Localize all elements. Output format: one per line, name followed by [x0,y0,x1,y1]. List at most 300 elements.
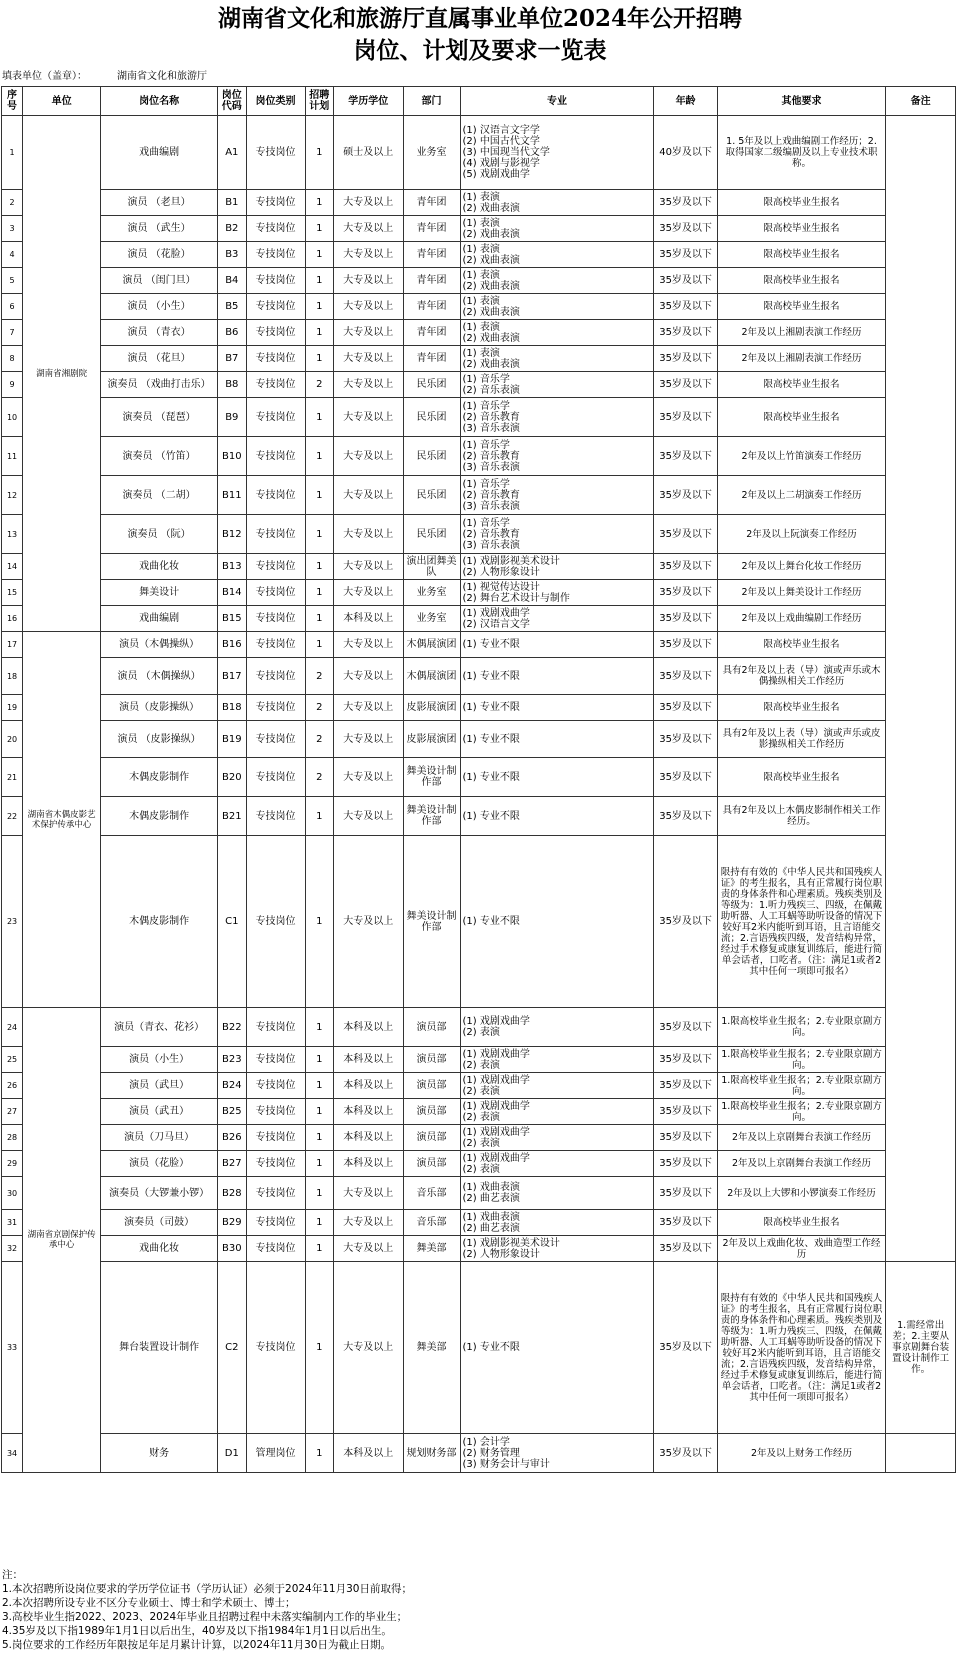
position-code: B7 [218,346,246,372]
other-requirements: 1.限高校毕业生报名；2.专业限京剧方向。 [717,1099,886,1125]
position-type: 专技岗位 [246,320,305,346]
major-item: (1) 表演 [462,243,500,255]
major-list [460,216,654,242]
other-requirements: 限高校毕业生报名 [717,398,886,437]
position-type: 专技岗位 [246,797,305,836]
education: 大专及以上 [334,580,404,606]
position-type: 专技岗位 [246,632,305,658]
major-list [460,721,654,758]
table-row [2,758,956,797]
department: 民乐团 [403,476,460,515]
department: 音乐部 [403,1210,460,1236]
education: 本科及以上 [334,1125,404,1151]
position-type: 专技岗位 [246,515,305,554]
position-name: 演员 （皮影操纵） [101,721,218,758]
row-number: 17 [2,632,23,658]
other-requirements: 1.限高校毕业生报名；2.专业限京剧方向。 [717,1073,886,1099]
major-item: (2) 戏曲表演 [462,358,520,370]
position-code: B11 [218,476,246,515]
major-item: (2) 音乐教育 [462,450,520,462]
major-list [460,1073,654,1099]
major-item: (2) 表演 [462,1163,500,1175]
major-item: (1) 戏剧影视美术设计 [462,555,560,567]
row-number: 5 [2,268,23,294]
major-list [460,1434,654,1473]
department: 舞美设计制作部 [403,836,460,1008]
major-item: (2) 财务管理 [462,1447,520,1459]
major-item: (1) 专业不限 [462,771,520,783]
position-name: 演员（花脸） [101,1151,218,1177]
row-number: 7 [2,320,23,346]
hiring-plan: 2 [305,372,333,398]
age-limit: 35岁及以下 [654,836,717,1008]
row-number: 3 [2,216,23,242]
position-code: B29 [218,1210,246,1236]
department: 演员部 [403,1125,460,1151]
position-type: 专技岗位 [246,695,305,721]
department: 青年团 [403,320,460,346]
position-type: 专技岗位 [246,476,305,515]
table-row [2,1008,956,1047]
major-item: (1) 戏剧戏曲学 [462,1074,530,1086]
education: 本科及以上 [334,1047,404,1073]
position-type: 专技岗位 [246,1073,305,1099]
major-item: (2) 戏曲表演 [462,306,520,318]
position-code: C1 [218,836,246,1008]
row-number: 8 [2,346,23,372]
other-requirements: 限高校毕业生报名 [717,758,886,797]
major-list [460,695,654,721]
header-dept: 部门 [403,87,460,116]
major-item: (2) 中国古代文学 [462,136,540,147]
position-type: 专技岗位 [246,836,305,1008]
row-number: 19 [2,695,23,721]
position-code: B24 [218,1073,246,1099]
department: 演员部 [403,1008,460,1047]
table-row [2,398,956,437]
major-list [460,1125,654,1151]
position-type: 管理岗位 [246,1434,305,1473]
department: 皮影展演团 [403,721,460,758]
table-row [2,797,956,836]
hiring-plan: 1 [305,1262,333,1434]
table-row [2,695,956,721]
other-requirements: 具有2年及以上木偶皮影制作相关工作经历。 [717,797,886,836]
other-requirements: 2年及以上京剧舞台表演工作经历 [717,1125,886,1151]
position-type: 专技岗位 [246,658,305,695]
footnotes [2,1568,412,1652]
department: 演员部 [403,1151,460,1177]
other-requirements: 2年及以上舞台化妆工作经历 [717,554,886,580]
position-code: B26 [218,1125,246,1151]
hiring-plan: 1 [305,580,333,606]
table-row [2,632,956,658]
position-type: 专技岗位 [246,216,305,242]
major-item: (1) 戏曲表演 [462,1211,520,1223]
hiring-plan: 1 [305,797,333,836]
education: 大专及以上 [334,320,404,346]
major-item: (1) 戏剧戏曲学 [462,1100,530,1112]
position-name: 演奏员（司鼓） [101,1210,218,1236]
position-name: 戏曲编剧 [101,606,218,632]
major-item: (1) 戏剧戏曲学 [462,1048,530,1060]
major-item: (1) 表演 [462,347,500,359]
row-number: 21 [2,758,23,797]
major-item: (1) 专业不限 [462,733,520,745]
other-requirements: 限高校毕业生报名 [717,695,886,721]
position-name: 舞美设计 [101,580,218,606]
age-limit: 35岁及以下 [654,1177,717,1210]
age-limit: 35岁及以下 [654,1434,717,1473]
table-row [2,658,956,695]
age-limit: 35岁及以下 [654,580,717,606]
major-item: (2) 戏曲表演 [462,332,520,344]
major-item: (1) 表演 [462,217,500,229]
age-limit: 35岁及以下 [654,1125,717,1151]
major-list [460,797,654,836]
row-number: 31 [2,1210,23,1236]
unit-name: 湖南省木偶皮影艺术保护传承中心 [23,632,101,1008]
hiring-plan: 1 [305,1099,333,1125]
age-limit: 35岁及以下 [654,695,717,721]
position-name: 演员 （木偶操纵） [101,658,218,695]
age-limit: 35岁及以下 [654,1236,717,1262]
other-requirements: 限高校毕业生报名 [717,294,886,320]
position-name: 演员 （老旦） [101,190,218,216]
row-number: 4 [2,242,23,268]
position-name: 演奏员 （二胡） [101,476,218,515]
position-code: B6 [218,320,246,346]
hiring-plan: 1 [305,1236,333,1262]
table-row [2,190,956,216]
row-number: 23 [2,836,23,1008]
department: 青年团 [403,294,460,320]
major-item: (3) 音乐表演 [462,461,520,473]
row-number: 25 [2,1047,23,1073]
other-requirements: 2年及以上湘剧表演工作经历 [717,320,886,346]
education: 大专及以上 [334,515,404,554]
department: 舞美设计制作部 [403,797,460,836]
position-name: 戏曲编剧 [101,116,218,190]
hiring-plan: 1 [305,398,333,437]
department: 规划财务部 [403,1434,460,1473]
major-item: (1) 戏剧戏曲学 [462,607,530,619]
major-item: (1) 专业不限 [462,916,520,927]
other-requirements: 限高校毕业生报名 [717,632,886,658]
age-limit: 35岁及以下 [654,758,717,797]
position-code: B2 [218,216,246,242]
age-limit: 35岁及以下 [654,476,717,515]
row-number: 28 [2,1125,23,1151]
row-number: 32 [2,1236,23,1262]
table-row [2,580,956,606]
major-item: (2) 戏曲表演 [462,280,520,292]
major-list [460,242,654,268]
department: 演员部 [403,1073,460,1099]
other-requirements: 具有2年及以上表（导）演或声乐或木偶操纵相关工作经历 [717,658,886,695]
major-item: (1) 音乐学 [462,400,510,412]
row-number: 34 [2,1434,23,1473]
row-number: 13 [2,515,23,554]
education: 本科及以上 [334,1073,404,1099]
department: 舞美部 [403,1262,460,1434]
footnote-line: 1.本次招聘所设岗位要求的学历学位证书（学历认证）必须于2024年11月30日前取得； [2,1583,412,1595]
department: 青年团 [403,268,460,294]
department: 青年团 [403,216,460,242]
department: 青年团 [403,190,460,216]
age-limit: 35岁及以下 [654,554,717,580]
position-type: 专技岗位 [246,758,305,797]
major-list [460,606,654,632]
department: 舞美设计制作部 [403,758,460,797]
footnote-line: 2.本次招聘所设专业不区分专业硕士、博士和学术硕士、博士； [2,1597,296,1609]
table-header-row [2,87,956,116]
major-list [460,116,654,190]
table-row [2,320,956,346]
recruitment-table [1,86,956,1473]
education: 大专及以上 [334,398,404,437]
major-list [460,1210,654,1236]
position-code: B13 [218,554,246,580]
education: 大专及以上 [334,1210,404,1236]
table-row [2,1125,956,1151]
hiring-plan: 1 [305,268,333,294]
major-list [460,268,654,294]
education: 大专及以上 [334,242,404,268]
position-code: C2 [218,1262,246,1434]
row-number: 20 [2,721,23,758]
department: 演员部 [403,1099,460,1125]
position-type: 专技岗位 [246,1236,305,1262]
education: 大专及以上 [334,268,404,294]
row-number: 11 [2,437,23,476]
major-item: (2) 音乐教育 [462,489,520,501]
table-row [2,1210,956,1236]
major-item: (1) 音乐学 [462,439,510,451]
row-number: 12 [2,476,23,515]
major-list [460,190,654,216]
row-number: 10 [2,398,23,437]
education: 大专及以上 [334,554,404,580]
position-code: B23 [218,1047,246,1073]
department: 青年团 [403,346,460,372]
hiring-plan: 1 [305,836,333,1008]
position-type: 专技岗位 [246,1151,305,1177]
position-type: 专技岗位 [246,190,305,216]
table-row [2,1177,956,1210]
major-item: (1) 专业不限 [462,702,520,713]
position-type: 专技岗位 [246,437,305,476]
major-item: (2) 表演 [462,1027,500,1038]
major-list [460,320,654,346]
other-requirements: 2年及以上京剧舞台表演工作经历 [717,1151,886,1177]
education: 大专及以上 [334,1177,404,1210]
table-row [2,116,956,190]
age-limit: 35岁及以下 [654,1099,717,1125]
position-type: 专技岗位 [246,372,305,398]
department: 业务室 [403,606,460,632]
position-code: B30 [218,1236,246,1262]
position-name: 演员 （花旦） [101,346,218,372]
department: 民乐团 [403,515,460,554]
education: 大专及以上 [334,190,404,216]
major-item: (1) 会计学 [462,1436,510,1448]
position-code: B27 [218,1151,246,1177]
age-limit: 35岁及以下 [654,437,717,476]
position-code: B25 [218,1099,246,1125]
major-item: (1) 音乐学 [462,478,510,490]
position-name: 演员 （花脸） [101,242,218,268]
header-type: 岗位类别 [246,87,305,116]
table-body [2,116,956,1473]
other-requirements: 限高校毕业生报名 [717,216,886,242]
major-item: (1) 表演 [462,191,500,203]
education: 大专及以上 [334,476,404,515]
row-number: 9 [2,372,23,398]
education: 本科及以上 [334,1151,404,1177]
major-list [460,1177,654,1210]
age-limit: 35岁及以下 [654,632,717,658]
position-code: B16 [218,632,246,658]
row-number: 14 [2,554,23,580]
education: 大专及以上 [334,437,404,476]
major-item: (1) 戏剧影视美术设计 [462,1237,560,1249]
education: 本科及以上 [334,1434,404,1473]
department: 木偶展演团 [403,658,460,695]
position-type: 专技岗位 [246,294,305,320]
position-code: B28 [218,1177,246,1210]
position-name: 演员 （闺门旦） [101,268,218,294]
education: 大专及以上 [334,1262,404,1434]
position-code: B5 [218,294,246,320]
major-item: (2) 表演 [462,1111,500,1123]
major-list [460,554,654,580]
major-item: (2) 曲艺表演 [462,1222,520,1234]
page-subtitle: 岗位、计划及要求一览表 [353,37,607,64]
major-item: (2) 表演 [462,1137,500,1149]
major-list [460,1151,654,1177]
position-name: 演员（皮影操纵） [101,695,218,721]
hiring-plan: 2 [305,758,333,797]
age-limit: 35岁及以下 [654,190,717,216]
position-code: B22 [218,1008,246,1047]
age-limit: 35岁及以下 [654,268,717,294]
hiring-plan: 2 [305,695,333,721]
major-item: (1) 专业不限 [462,639,520,650]
position-name: 演员（武丑） [101,1099,218,1125]
major-list [460,632,654,658]
footnote-line: 5.岗位要求的工作经历年限按足年足月累计计算，以2024年11月30日为截止日期。 [2,1639,391,1651]
major-item: (5) 戏剧戏曲学 [462,169,530,180]
table-row [2,1047,956,1073]
major-list [460,476,654,515]
position-name: 木偶皮影制作 [101,836,218,1008]
major-item: (1) 戏剧戏曲学 [462,1126,530,1138]
hiring-plan: 1 [305,216,333,242]
table-row [2,554,956,580]
department: 业务室 [403,580,460,606]
table-row [2,1236,956,1262]
position-type: 专技岗位 [246,721,305,758]
other-requirements: 限持有有效的《中华人民共和国残疾人证》的考生报名，具有正常履行岗位职责的身体条件和心理素质。残疾类别及等级为：1.听力残疾三、四级，在佩戴助听器、人工耳蜗等助听设备的情况下较好耳2米内能听到耳语，且言语能交流；2.言语残疾四级，发音结构异常，经过手术修复或康复训练后，能进行简单会话者，口吃者。（注：满足1或者2其中任何一项即可报名） [717,836,886,1008]
position-type: 专技岗位 [246,554,305,580]
row-number: 24 [2,1008,23,1047]
major-item: (3) 中国现当代文学 [462,147,550,158]
position-code: B20 [218,758,246,797]
table-row [2,1073,956,1099]
major-item: (2) 戏曲表演 [462,228,520,240]
position-type: 专技岗位 [246,268,305,294]
position-name: 演奏员 （琵琶） [101,398,218,437]
department: 业务室 [403,116,460,190]
row-number: 16 [2,606,23,632]
age-limit: 35岁及以下 [654,606,717,632]
unit-name: 湖南省京剧保护传承中心 [23,1008,101,1473]
table-row [2,836,956,1008]
major-item: (1) 表演 [462,269,500,281]
major-item: (1) 音乐学 [462,373,510,385]
position-type: 专技岗位 [246,1210,305,1236]
table-row [2,437,956,476]
age-limit: 35岁及以下 [654,658,717,695]
hiring-plan: 1 [305,294,333,320]
department: 演员部 [403,1047,460,1073]
age-limit: 35岁及以下 [654,1047,717,1073]
major-item: (2) 表演 [462,1059,500,1071]
major-item: (2) 人物形象设计 [462,566,540,578]
position-type: 专技岗位 [246,1125,305,1151]
position-code: B14 [218,580,246,606]
header-edu: 学历学位 [334,87,404,116]
position-name: 演员 （青衣） [101,320,218,346]
position-name: 戏曲化妆 [101,554,218,580]
hiring-plan: 1 [305,320,333,346]
position-name: 财务 [101,1434,218,1473]
table-row [2,372,956,398]
position-code: B18 [218,695,246,721]
position-type: 专技岗位 [246,398,305,437]
header-no: 序号 [2,87,23,116]
other-requirements: 限高校毕业生报名 [717,242,886,268]
position-type: 专技岗位 [246,242,305,268]
education: 大专及以上 [334,294,404,320]
position-name: 演奏员 （戏曲打击乐） [101,372,218,398]
education: 大专及以上 [334,216,404,242]
row-number: 1 [2,116,23,190]
table-row [2,242,956,268]
major-item: (4) 戏剧与影视学 [462,158,540,169]
position-code: B4 [218,268,246,294]
header-major: 专业 [460,87,654,116]
position-name: 木偶皮影制作 [101,758,218,797]
department: 舞美部 [403,1236,460,1262]
position-name: 演奏员 （阮） [101,515,218,554]
position-code: B19 [218,721,246,758]
age-limit: 35岁及以下 [654,398,717,437]
position-name: 演员 （小生） [101,294,218,320]
remarks: 1.需经常出差；2.主要从事京剧舞台装置设计制作工作。 [886,1262,956,1434]
other-requirements: 2年及以上阮演奏工作经历 [717,515,886,554]
row-number: 2 [2,190,23,216]
age-limit: 35岁及以下 [654,320,717,346]
footnote-line: 3.高校毕业生指2022、2023、2024年毕业且招聘过程中未落实编制内工作的毕业生； [2,1611,408,1623]
education: 大专及以上 [334,836,404,1008]
department: 木偶展演团 [403,632,460,658]
table-row [2,346,956,372]
education: 本科及以上 [334,1099,404,1125]
hiring-plan: 1 [305,190,333,216]
table-row [2,515,956,554]
